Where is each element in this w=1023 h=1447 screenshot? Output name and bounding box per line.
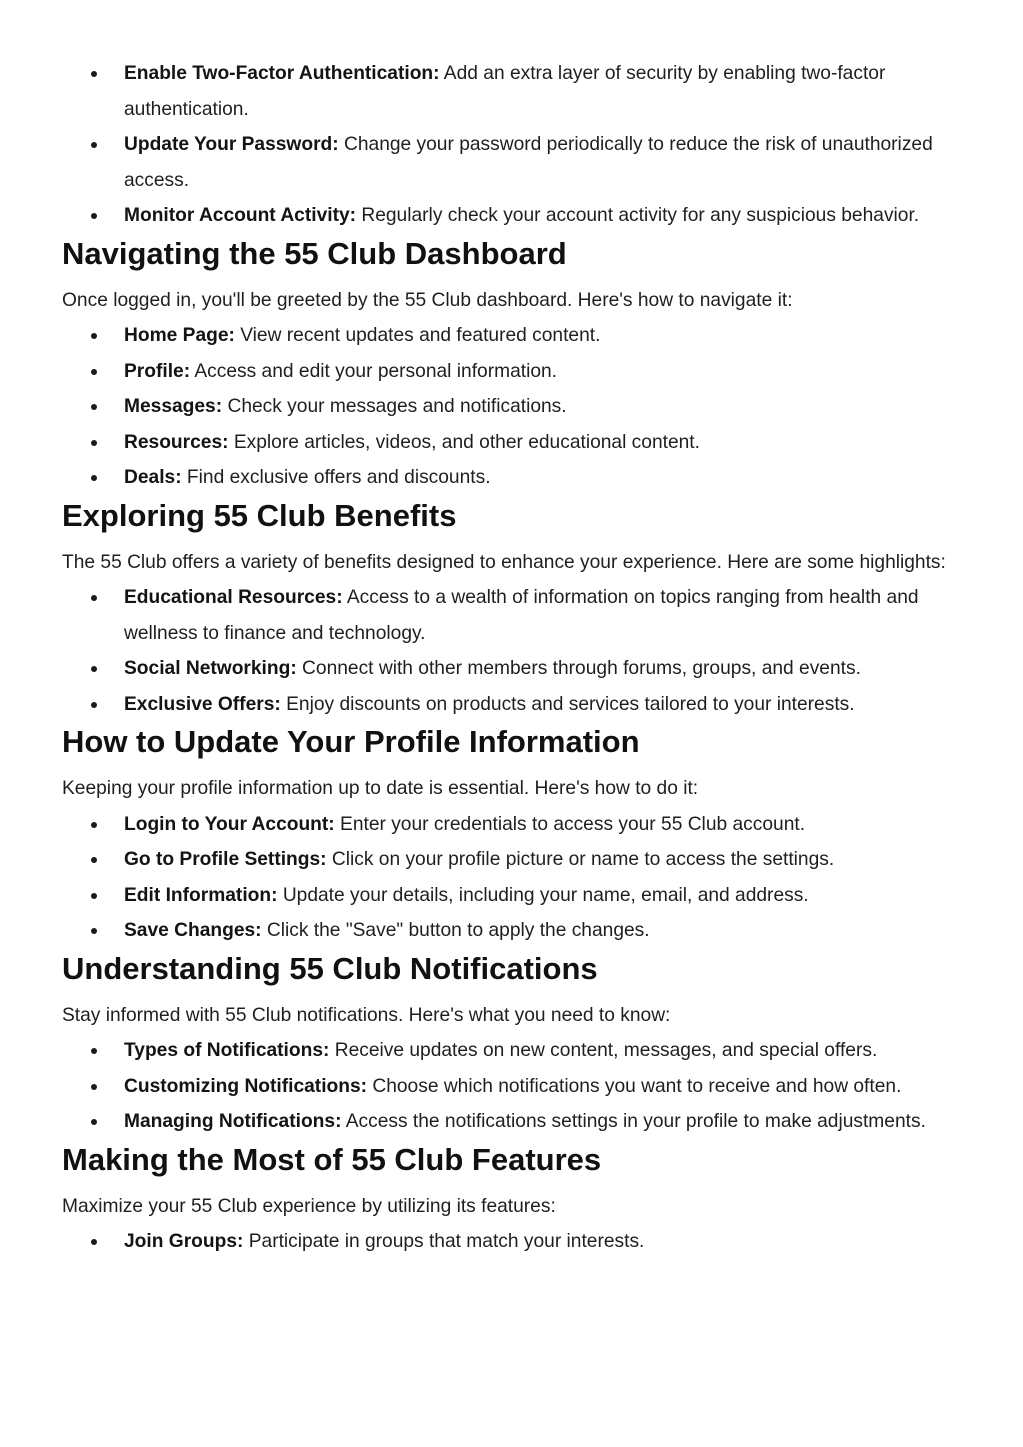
item-text: Add an extra layer of security by enabling two-factor authentication.	[124, 63, 886, 120]
item-term: Types of Notifications:	[124, 1040, 330, 1061]
item-text: Check your messages and notifications.	[222, 396, 567, 417]
item-text: Enjoy discounts on products and services tailored to your interests.	[280, 693, 855, 715]
section-heading: Exploring 55 Club Benefits	[62, 497, 457, 533]
security-tips-list	[62, 56, 972, 234]
section-list	[62, 807, 972, 949]
item-text: Find exclusive offers and discounts.	[181, 467, 491, 488]
list-item	[62, 460, 972, 496]
bullet-icon	[91, 857, 97, 863]
bullet-icon	[91, 666, 97, 672]
item-term: Save Changes:	[124, 920, 262, 941]
section-intro: Maximize your 55 Club experience by utilizing its features:	[62, 1195, 556, 1217]
section-heading: Making the Most of 55 Club Features	[62, 1141, 602, 1177]
section-heading: How to Update Your Profile Information	[62, 724, 640, 759]
document-body	[62, 56, 972, 1260]
bullet-icon	[91, 71, 97, 77]
bullet-icon	[91, 595, 97, 601]
section-notifications	[62, 949, 972, 1140]
list-item	[62, 842, 972, 878]
list-item	[62, 1033, 972, 1069]
item-term: Deals:	[124, 467, 182, 488]
list-item	[62, 913, 972, 949]
item-term: Go to Profile Settings:	[124, 849, 327, 870]
item-term: Social Networking:	[124, 658, 297, 679]
item-term: Educational Resources:	[124, 587, 343, 608]
bullet-icon	[91, 928, 97, 934]
item-term: Home Page:	[124, 325, 235, 346]
list-item	[62, 580, 972, 651]
bullet-icon	[91, 404, 97, 410]
section-heading: Navigating the 55 Club Dashboard	[62, 235, 567, 271]
bullet-icon	[91, 213, 97, 219]
item-term: Enable Two-Factor Authentication:	[124, 63, 440, 84]
bullet-icon	[91, 893, 97, 899]
section-list	[62, 580, 972, 722]
item-text: Access and edit your personal information.	[190, 360, 558, 382]
item-text: Choose which notifications you want to receive and how often.	[367, 1075, 902, 1097]
list-item	[62, 127, 972, 198]
list-item	[62, 318, 972, 354]
bullet-icon	[91, 822, 97, 828]
section-benefits	[62, 496, 972, 723]
item-text: Click on your profile picture or name to access the settings.	[326, 849, 835, 870]
list-item	[62, 651, 972, 687]
item-text: Update your details, including your name, email, and address.	[277, 884, 809, 906]
bullet-icon	[91, 369, 97, 375]
item-term: Join Groups:	[124, 1231, 244, 1252]
item-term: Edit Information:	[124, 884, 278, 906]
section-heading: Understanding 55 Club Notifications	[62, 950, 598, 986]
section-intro: Once logged in, you'll be greeted by the 55 Club dashboard. Here's how to navigate it:	[62, 289, 793, 311]
list-item	[62, 425, 972, 461]
section-features	[62, 1140, 972, 1260]
item-term: Monitor Account Activity:	[124, 205, 357, 226]
list-item	[62, 1224, 972, 1260]
section-dashboard	[62, 234, 972, 496]
list-item	[62, 807, 972, 843]
section-profile	[62, 722, 972, 949]
item-term: Update Your Password:	[124, 134, 339, 155]
item-text: Connect with other members through forums, groups, and events.	[296, 658, 861, 679]
bullet-icon	[91, 475, 97, 481]
bullet-icon	[91, 142, 97, 148]
item-text: Receive updates on new content, messages, and special offers.	[329, 1040, 878, 1061]
list-item	[62, 56, 972, 127]
section-list	[62, 1033, 972, 1140]
item-text: Regularly check your account activity for any suspicious behavior.	[356, 205, 920, 226]
bullet-icon	[91, 702, 97, 708]
list-item	[62, 878, 972, 914]
section-intro: Keeping your profile information up to date is essential. Here's how to do it:	[62, 778, 699, 799]
item-term: Customizing Notifications:	[124, 1075, 368, 1097]
list-item	[62, 1104, 972, 1140]
bullet-icon	[91, 1048, 97, 1054]
item-text: Participate in groups that match your interests.	[243, 1231, 645, 1252]
list-item	[62, 687, 972, 723]
bullet-icon	[91, 1239, 97, 1245]
item-text: Access the notifications settings in your profile to make adjustments.	[341, 1111, 926, 1132]
item-term: Managing Notifications:	[124, 1111, 342, 1132]
item-text: Click the "Save" button to apply the changes.	[261, 920, 650, 941]
list-item	[62, 1069, 972, 1105]
section-list	[62, 318, 972, 496]
item-text: Access to a wealth of information on topics ranging from health and wellness to finance and technology.	[124, 587, 919, 644]
bullet-icon	[91, 1119, 97, 1125]
bullet-icon	[91, 440, 97, 446]
item-text: Explore articles, videos, and other educational content.	[228, 431, 700, 453]
item-text: Enter your credentials to access your 55 Club account.	[334, 813, 806, 835]
list-item	[62, 354, 972, 390]
item-text: Change your password periodically to reduce the risk of unauthorized access.	[124, 134, 933, 191]
item-term: Profile:	[124, 360, 191, 382]
section-list	[62, 1224, 972, 1260]
list-item	[62, 389, 972, 425]
item-text: View recent updates and featured content.	[234, 325, 601, 346]
bullet-icon	[91, 1084, 97, 1090]
section-intro: Stay informed with 55 Club notifications. Here's what you need to know:	[62, 1004, 671, 1026]
item-term: Resources:	[124, 431, 229, 453]
section-intro: The 55 Club offers a variety of benefits designed to enhance your experience. Here are some highlights:	[62, 551, 946, 573]
item-term: Login to Your Account:	[124, 813, 335, 835]
item-term: Exclusive Offers:	[124, 693, 281, 715]
item-term: Messages:	[124, 396, 223, 417]
list-item	[62, 198, 972, 234]
bullet-icon	[91, 333, 97, 339]
